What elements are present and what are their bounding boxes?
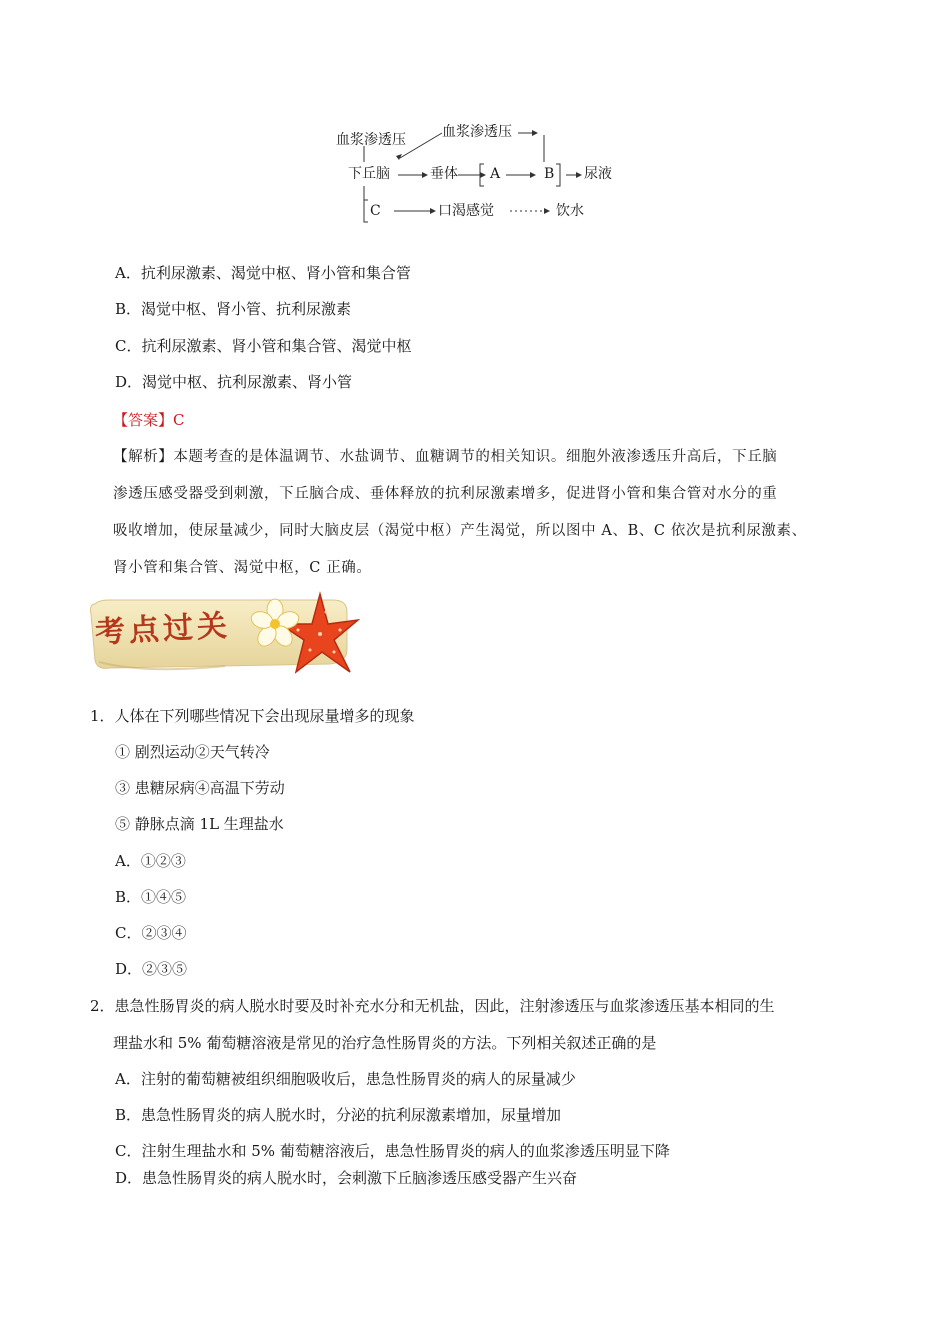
diagram-urine: 尿液 (584, 166, 612, 182)
explanation-line-4: 肾小管和集合管、渴觉中枢，C 正确。 (113, 560, 372, 576)
diagram-box-a: A (490, 166, 501, 182)
section-banner (85, 590, 360, 680)
q2-option-b: B．患急性肠胃炎的病人脱水时，分泌的抗利尿激素增加，尿量增加 (115, 1106, 562, 1124)
prev-option-b: B．渴觉中枢、肾小管、抗利尿激素 (115, 300, 352, 318)
prev-option-a: A．抗利尿激素、渴觉中枢、肾小管和集合管 (115, 264, 411, 282)
diagram-box-b: B (544, 166, 555, 182)
q2-option-d: D．患急性肠胃炎的病人脱水时，会刺激下丘脑渗透压感受器产生兴奋 (115, 1169, 578, 1187)
q1-stem: 1．人体在下列哪些情况下会出现尿量增多的现象 (90, 707, 415, 725)
answer-value: C (173, 411, 185, 429)
q2-option-a: A．注射的葡萄糖被组织细胞吸收后，患急性肠胃炎的病人的尿量减少 (115, 1070, 576, 1088)
q1-option-a: A．①②③ (115, 852, 186, 870)
q1-item-3: ⑤ 静脉点滴 1L 生理盐水 (115, 815, 284, 833)
answer-line (113, 410, 185, 430)
explanation-line-2: 渗透压感受器受到刺激，下丘脑合成、垂体释放的抗利尿激素增多，促进肾小管和集合管对水分的重 (113, 486, 778, 502)
explanation-line-1: 【解析】本题考查的是体温调节、水盐调节、血糖调节的相关知识。细胞外液渗透压升高后，下丘脑 (113, 449, 778, 465)
q2-stem-line-2: 理盐水和 5% 葡萄糖溶液是常见的治疗急性肠胃炎的方法。下列相关叙述正确的是 (113, 1034, 657, 1052)
q2-stem-line-1: 2．患急性肠胃炎的病人脱水时要及时补充水分和无机盐，因此，注射渗透压与血浆渗透压基本相同的生 (90, 997, 775, 1015)
banner-title: 考点过关 (94, 608, 232, 651)
q1-item-2: ③ 患糖尿病④高温下劳动 (115, 779, 285, 797)
q2-option-c: C．注射生理盐水和 5% 葡萄糖溶液后，患急性肠胃炎的病人的血浆渗透压明显下降 (115, 1142, 670, 1160)
prev-option-c: C．抗利尿激素、肾小管和集合管、渴觉中枢 (115, 337, 412, 355)
diagram-pituitary: 垂体 (430, 166, 458, 182)
flower-icon (250, 598, 300, 648)
explanation-line-3: 吸收增加，使尿量减少，同时大脑皮层（渴觉中枢）产生渴觉，所以图中 A、B、C 依次是抗利尿激素、 (113, 523, 807, 539)
q1-option-c: C．②③④ (115, 924, 187, 942)
q1-option-b: B．①④⑤ (115, 888, 187, 906)
diagram-hypothalamus: 下丘脑 (348, 166, 390, 182)
q1-item-1: ① 剧烈运动②天气转冷 (115, 743, 270, 761)
diagram-plasma-osmolarity-top: 血浆渗透压 (442, 124, 512, 140)
diagram-thirst: 口渴感觉 (438, 203, 494, 219)
answer-label: 【答案】 (113, 411, 174, 429)
hormone-regulation-diagram (334, 120, 624, 228)
diagram-box-c: C (370, 203, 381, 219)
diagram-plasma-osmolarity-left: 血浆渗透压 (336, 132, 406, 148)
prev-option-d: D．渴觉中枢、抗利尿激素、肾小管 (115, 373, 353, 391)
diagram-drink: 饮水 (556, 203, 584, 219)
q1-option-d: D．②③⑤ (115, 960, 188, 978)
